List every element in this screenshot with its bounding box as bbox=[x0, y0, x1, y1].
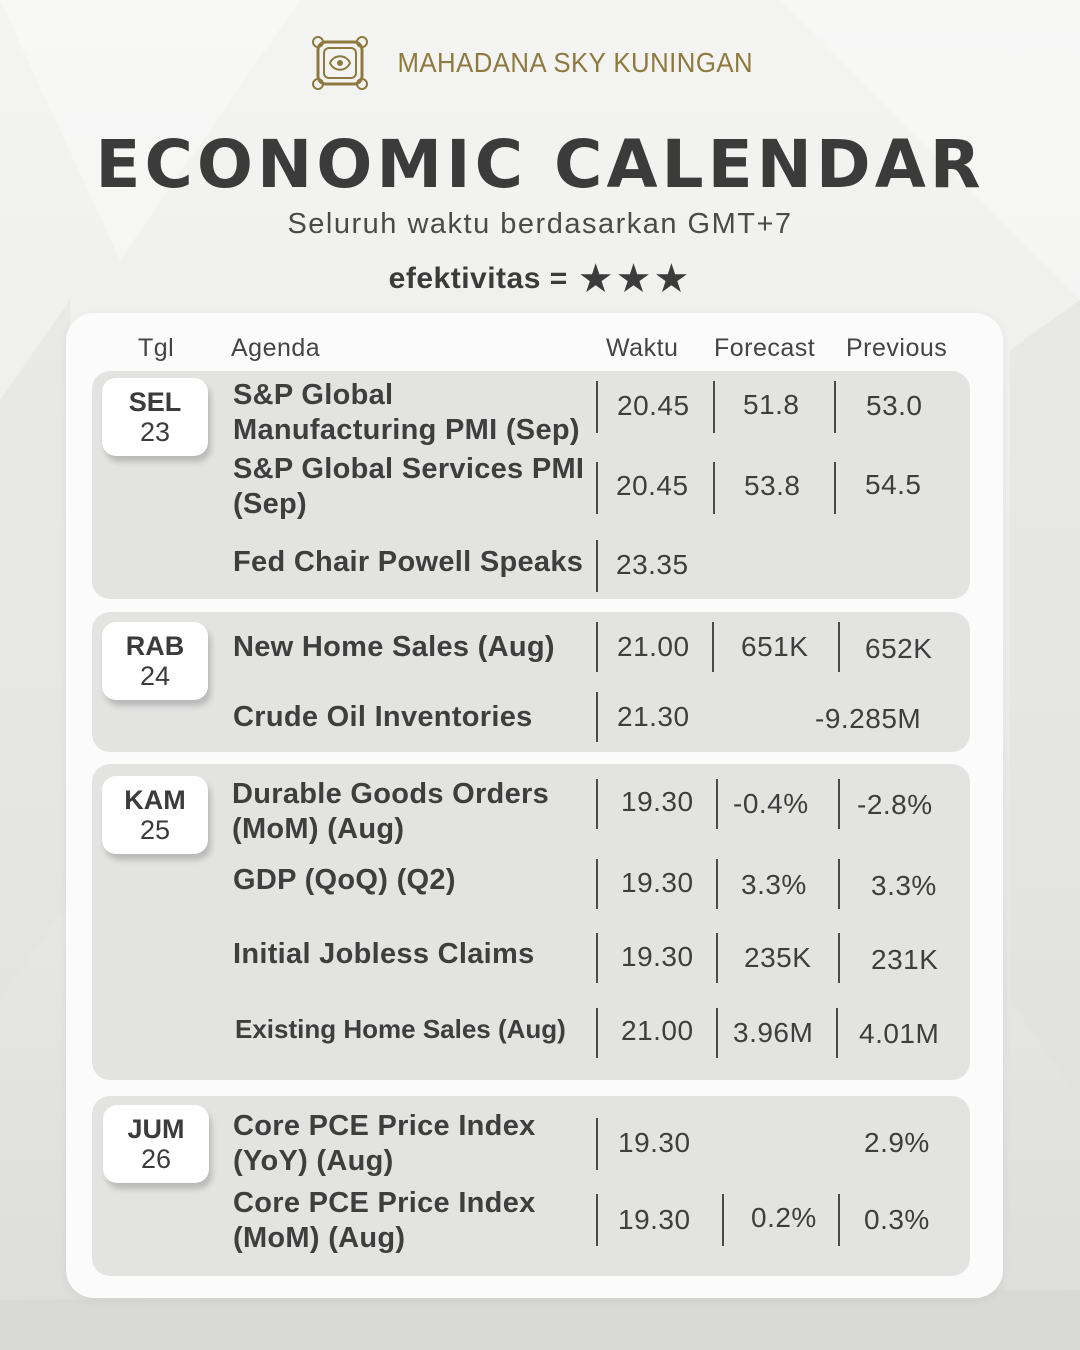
event-forecast: 651K bbox=[741, 631, 809, 662]
column-divider bbox=[722, 1194, 724, 1246]
event-agenda: Crude Oil Inventories bbox=[233, 701, 533, 733]
brand-name: MAHADANA SKY KUNINGAN bbox=[397, 47, 753, 78]
column-divider bbox=[596, 540, 598, 592]
column-divider bbox=[838, 933, 840, 983]
event-agenda: New Home Sales (Aug) bbox=[233, 631, 555, 663]
col-header-forecast: Forecast bbox=[714, 334, 816, 362]
column-divider bbox=[834, 381, 836, 433]
day-date: 25 bbox=[139, 815, 171, 845]
column-divider bbox=[838, 859, 840, 909]
column-divider bbox=[596, 1194, 598, 1246]
event-agenda: S&P Global Manufacturing PMI (Sep) bbox=[233, 379, 580, 446]
event-agenda: Core PCE Price Index (YoY) (Aug) bbox=[233, 1110, 536, 1177]
event-time: 20.45 bbox=[617, 390, 690, 421]
event-previous: 53.0 bbox=[866, 390, 923, 421]
column-divider bbox=[713, 462, 715, 514]
event-time: 19.30 bbox=[621, 867, 694, 898]
column-divider bbox=[716, 1008, 718, 1058]
col-header-previous: Previous bbox=[846, 334, 948, 362]
day-name: RAB bbox=[125, 631, 185, 661]
event-time: 21.00 bbox=[621, 1015, 694, 1046]
event-agenda: GDP (QoQ) (Q2) bbox=[233, 864, 456, 896]
event-agenda: Existing Home Sales (Aug) bbox=[235, 1014, 566, 1044]
event-previous: 2.9% bbox=[864, 1127, 930, 1158]
day-date: 24 bbox=[139, 661, 171, 691]
rating-label: efektivitas = bbox=[388, 262, 568, 295]
event-time: 19.30 bbox=[621, 786, 694, 817]
event-time: 21.00 bbox=[617, 631, 690, 662]
day-name: JUM bbox=[127, 1114, 185, 1144]
column-divider bbox=[596, 933, 598, 983]
event-previous: 652K bbox=[865, 633, 933, 664]
event-time: 19.30 bbox=[618, 1127, 691, 1158]
day-badge bbox=[102, 622, 208, 700]
event-forecast: 51.8 bbox=[743, 389, 800, 420]
day-badge bbox=[103, 1105, 209, 1183]
col-header-time: Waktu bbox=[606, 334, 679, 362]
event-forecast: 3.3% bbox=[741, 869, 807, 900]
event-previous: 3.3% bbox=[871, 870, 937, 901]
day-name: KAM bbox=[124, 785, 186, 815]
event-agenda: Fed Chair Powell Speaks bbox=[233, 546, 584, 578]
event-time: 21.30 bbox=[617, 701, 690, 732]
event-forecast: 0.2% bbox=[751, 1202, 817, 1233]
col-header-agenda: Agenda bbox=[231, 334, 321, 362]
event-time: 23.35 bbox=[616, 549, 689, 580]
event-agenda: Initial Jobless Claims bbox=[233, 938, 535, 970]
column-divider bbox=[716, 933, 718, 983]
day-badge bbox=[102, 378, 208, 456]
event-agenda: S&P Global Services PMI (Sep) bbox=[233, 453, 585, 520]
brand-header bbox=[0, 36, 1080, 90]
event-time: 19.30 bbox=[618, 1204, 691, 1235]
column-divider bbox=[838, 779, 840, 829]
effectiveness-rating bbox=[0, 256, 1080, 302]
day-date: 26 bbox=[140, 1144, 172, 1174]
page-title: ECONOMIC CALENDAR bbox=[95, 126, 985, 203]
event-forecast: -0.4% bbox=[733, 788, 809, 819]
column-divider bbox=[838, 622, 840, 672]
column-divider bbox=[596, 622, 598, 672]
event-previous: 54.5 bbox=[865, 469, 922, 500]
col-header-date: Tgl bbox=[138, 334, 175, 362]
column-divider bbox=[596, 779, 598, 829]
event-agenda: Durable Goods Orders (MoM) (Aug) bbox=[232, 778, 550, 845]
event-agenda: Core PCE Price Index (MoM) (Aug) bbox=[233, 1187, 536, 1254]
timezone-subtitle: Seluruh waktu berdasarkan GMT+7 bbox=[287, 208, 793, 240]
event-forecast: 3.96M bbox=[733, 1017, 814, 1048]
column-divider bbox=[838, 1194, 840, 1246]
column-divider bbox=[596, 381, 598, 433]
event-forecast: 235K bbox=[744, 942, 812, 973]
event-previous: -9.285M bbox=[815, 703, 922, 734]
column-divider bbox=[596, 462, 598, 514]
rating-stars-icon: ★★★ bbox=[577, 257, 692, 301]
day-badge bbox=[102, 776, 208, 854]
column-divider bbox=[834, 462, 836, 514]
column-divider bbox=[596, 1008, 598, 1058]
event-time: 20.45 bbox=[616, 470, 689, 501]
column-divider bbox=[713, 381, 715, 433]
day-name: SEL bbox=[128, 387, 182, 417]
event-previous: 0.3% bbox=[864, 1204, 930, 1235]
day-date: 23 bbox=[139, 417, 171, 447]
event-previous: 231K bbox=[871, 944, 939, 975]
column-divider bbox=[836, 1008, 838, 1058]
event-time: 19.30 bbox=[621, 941, 694, 972]
ornament-logo-icon bbox=[312, 36, 368, 90]
event-previous: -2.8% bbox=[857, 789, 933, 820]
column-divider bbox=[596, 692, 598, 742]
event-previous: 4.01M bbox=[859, 1018, 940, 1049]
column-divider bbox=[712, 622, 714, 672]
column-divider bbox=[716, 779, 718, 829]
column-divider bbox=[716, 859, 718, 909]
column-divider bbox=[596, 859, 598, 909]
event-forecast: 53.8 bbox=[744, 470, 801, 501]
column-divider bbox=[596, 1118, 598, 1170]
